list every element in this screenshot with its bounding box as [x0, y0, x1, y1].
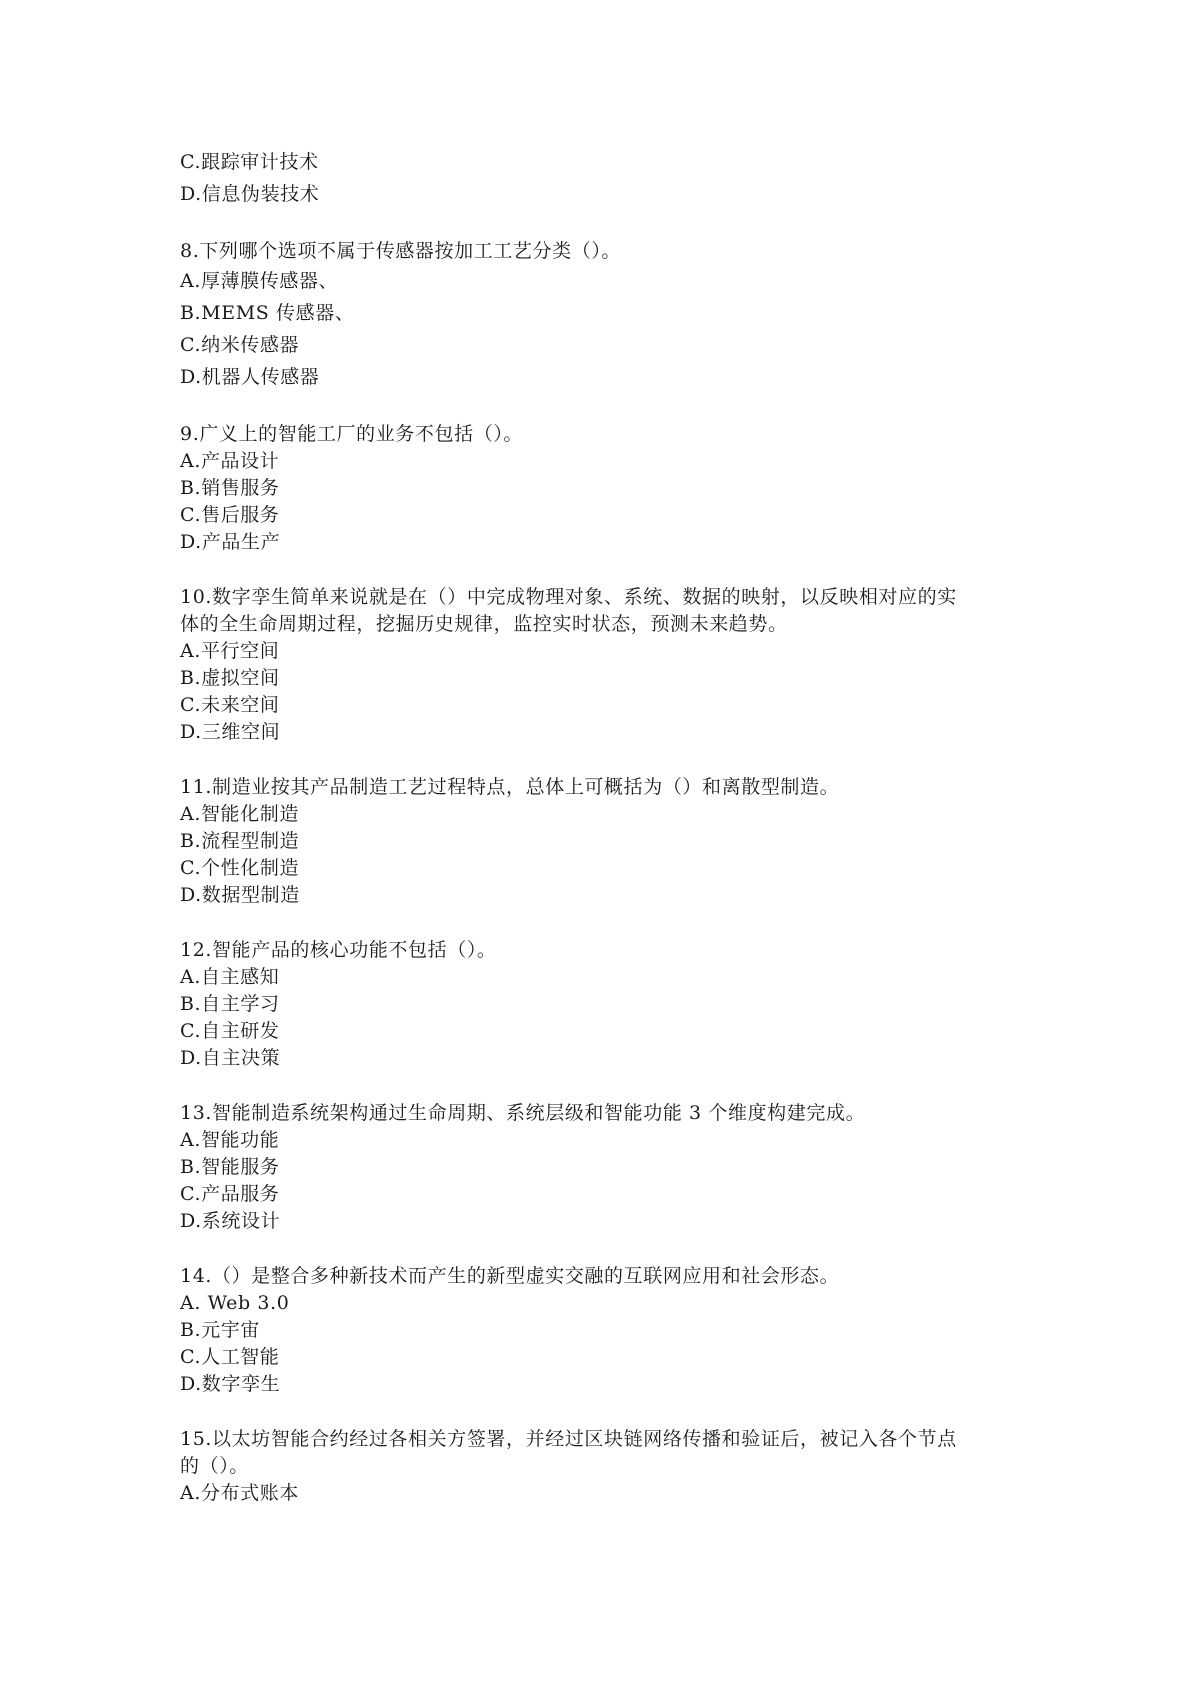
question-text: 11.制造业按其产品制造工艺过程特点，总体上可概括为（）和离散型制造。 [180, 776, 840, 798]
option-b: B.自主学习 [180, 993, 280, 1015]
option-c: C.人工智能 [180, 1346, 280, 1368]
option-c: C.自主研发 [180, 1020, 280, 1042]
option-d: D.产品生产 [180, 531, 281, 553]
question-text: 13.智能制造系统架构通过生命周期、系统层级和智能功能 3 个维度构建完成。 [180, 1102, 866, 1124]
question-15 [180, 1426, 1020, 1507]
option-a: A.厚薄膜传感器、 [180, 270, 339, 292]
question-text-line-2: 体的全生命周期过程，挖掘历史规律，监控实时状态，预测未来趋势。 [180, 613, 788, 635]
option-c: C.未来空间 [180, 694, 280, 716]
option-a: A. Web 3.0 [180, 1292, 290, 1314]
option-c: C.售后服务 [180, 504, 280, 526]
option-d: D.机器人传感器 [180, 366, 320, 388]
question-text-line-1: 10.数字孪生简单来说就是在（）中完成物理对象、系统、数据的映射，以反映相对应的实 [180, 586, 957, 608]
question-text: 12.智能产品的核心功能不包括（）。 [180, 939, 497, 961]
option-c: C.纳米传感器 [180, 334, 300, 356]
option-a: A.自主感知 [180, 966, 280, 988]
option-b: B.智能服务 [180, 1156, 280, 1178]
option-d: D.三维空间 [180, 721, 281, 743]
option-b: B.元宇宙 [180, 1319, 261, 1341]
option-a: A.智能化制造 [180, 803, 299, 825]
option-b: B.销售服务 [180, 477, 280, 499]
option-c: C.个性化制造 [180, 857, 300, 879]
option-a: A.平行空间 [180, 640, 280, 662]
option-d: D.系统设计 [180, 1210, 281, 1232]
question-14 [180, 1263, 1020, 1398]
document-page [180, 146, 1020, 1507]
question-9 [180, 421, 1020, 556]
option-c: C.跟踪审计技术 [180, 151, 319, 173]
option-b: B.流程型制造 [180, 830, 300, 852]
option-a: A.分布式账本 [180, 1482, 299, 1504]
question-text-line-1: 15.以太坊智能合约经过各相关方签署，并经过区块链网络传播和验证后，被记入各个节点 [180, 1428, 957, 1450]
option-d: D.数据型制造 [180, 884, 300, 906]
question-11 [180, 774, 1020, 909]
question-text-line-2: 的（）。 [180, 1455, 249, 1477]
question-text: 8.下列哪个选项不属于传感器按加工工艺分类（）。 [180, 240, 622, 262]
question-13 [180, 1100, 1020, 1235]
question-7-tail [180, 146, 1020, 210]
question-12 [180, 937, 1020, 1072]
option-b: B.MEMS 传感器、 [180, 302, 355, 324]
question-8 [180, 238, 1020, 393]
option-b: B.虚拟空间 [180, 667, 280, 689]
option-c: C.产品服务 [180, 1183, 280, 1205]
question-text: 9.广义上的智能工厂的业务不包括（）。 [180, 423, 524, 445]
question-text: 14.（）是整合多种新技术而产生的新型虚实交融的互联网应用和社会形态。 [180, 1265, 840, 1287]
option-a: A.产品设计 [180, 450, 280, 472]
option-d: D.自主决策 [180, 1047, 281, 1069]
option-d: D.数字孪生 [180, 1373, 281, 1395]
option-d: D.信息伪装技术 [180, 183, 320, 205]
option-a: A.智能功能 [180, 1129, 280, 1151]
question-10 [180, 584, 1020, 746]
